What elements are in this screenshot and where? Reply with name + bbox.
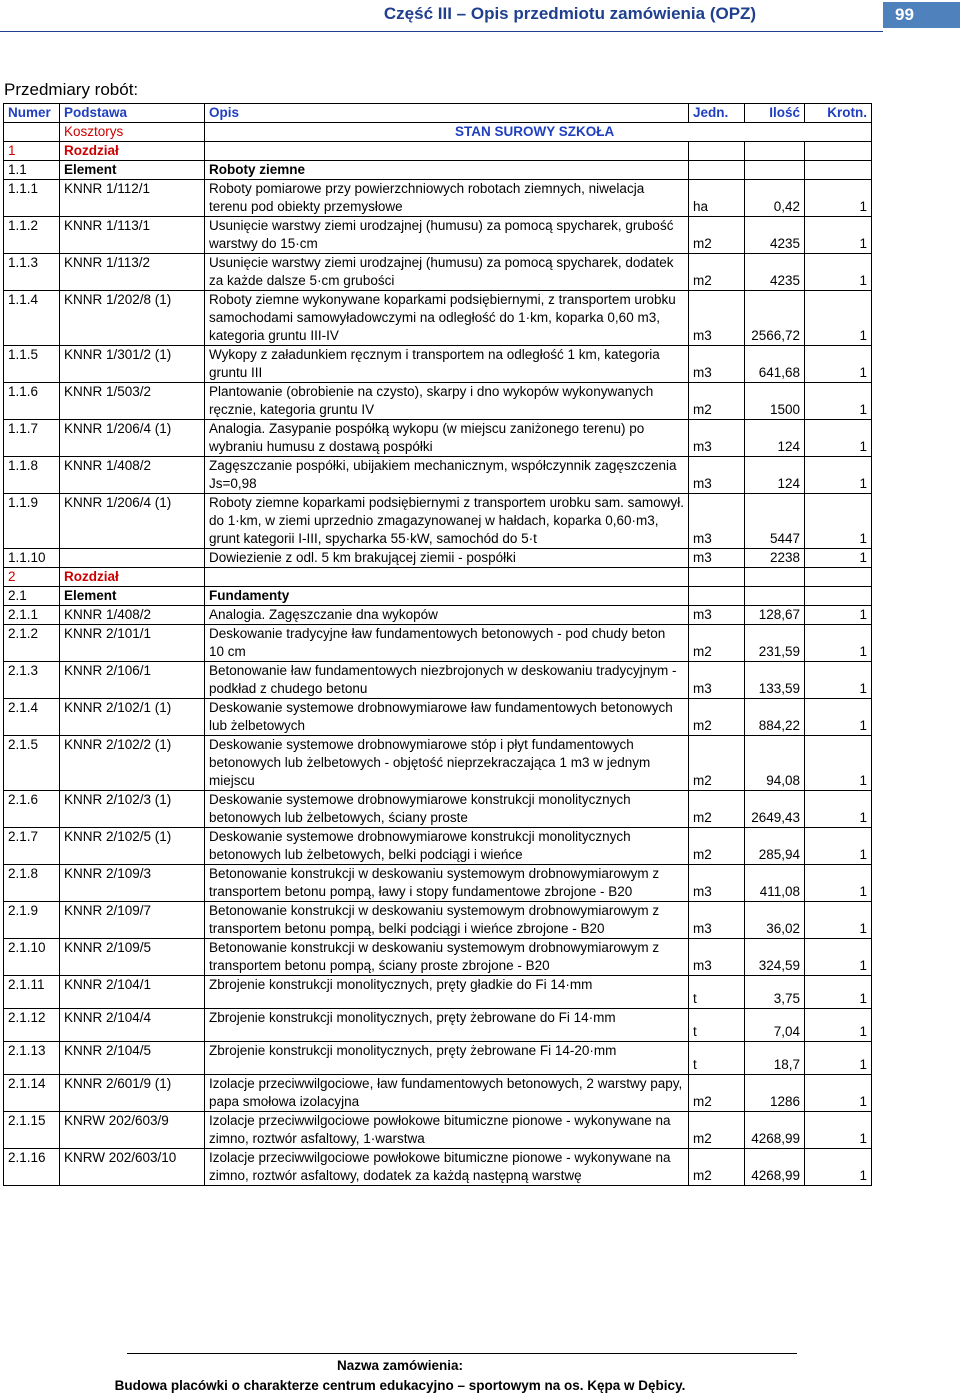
cell-multiplier: 1 bbox=[805, 976, 872, 1009]
cell-number: 2 bbox=[4, 568, 60, 587]
element-row bbox=[4, 587, 872, 606]
cell-multiplier: 1 bbox=[805, 180, 872, 217]
cell-number: 2.1.5 bbox=[4, 736, 60, 791]
rozdzial-row bbox=[4, 142, 872, 161]
cell-unit: m2 bbox=[689, 736, 745, 791]
page-number-badge: 99 bbox=[883, 2, 960, 28]
cell-unit: ha bbox=[689, 180, 745, 217]
table-row bbox=[4, 291, 872, 346]
cell-basis: KNNR 1/113/1 bbox=[60, 217, 205, 254]
cell-basis: KNNR 1/408/2 bbox=[60, 457, 205, 494]
cell-number: 2.1.1 bbox=[4, 606, 60, 625]
cell-basis: KNNR 2/109/3 bbox=[60, 865, 205, 902]
header-rule bbox=[0, 31, 883, 32]
table-row bbox=[4, 383, 872, 420]
cell-description: Usunięcie warstwy ziemi urodzajnej (humusu) za pomocą spycharek, grubość warstwy do 15·cm bbox=[205, 217, 689, 254]
kosztorys-name: STAN SUROWY SZKOŁA bbox=[205, 123, 872, 142]
cell-description: Izolacje przeciwwilgociowe powłokowe bitumiczne pionowe - wykonywane na zimno, roztwór asfaltowy, dodatek za każdą następną warstwę bbox=[205, 1149, 689, 1186]
header-description: Opis bbox=[205, 104, 689, 123]
cell-basis: KNNR 2/106/1 bbox=[60, 662, 205, 699]
cell-unit: m2 bbox=[689, 254, 745, 291]
cell-multiplier: 1 bbox=[805, 217, 872, 254]
cell-basis: KNNR 1/301/2 (1) bbox=[60, 346, 205, 383]
cell-basis: KNNR 2/102/5 (1) bbox=[60, 828, 205, 865]
cell-basis: KNNR 2/601/9 (1) bbox=[60, 1075, 205, 1112]
cell-number: 2.1.14 bbox=[4, 1075, 60, 1112]
cell-description: Zagęszczanie pospółki, ubijakiem mechanicznym, współczynnik zagęszczenia Js=0,98 bbox=[205, 457, 689, 494]
cell-unit bbox=[689, 142, 745, 161]
cost-estimate-table bbox=[3, 103, 872, 1186]
cell-number: 1.1.6 bbox=[4, 383, 60, 420]
table-row bbox=[4, 625, 872, 662]
cell-basis: KNNR 1/206/4 (1) bbox=[60, 420, 205, 457]
cell-description: Deskowanie systemowe drobnowymiarowe konstrukcji monolitycznych betonowych lub żelbetowych, ściany proste bbox=[205, 791, 689, 828]
cell-multiplier bbox=[805, 587, 872, 606]
cell-quantity: 94,08 bbox=[745, 736, 805, 791]
table-row bbox=[4, 217, 872, 254]
table-row bbox=[4, 1075, 872, 1112]
cell-description: Betonowanie ław fundamentowych niezbrojonych w deskowaniu tradycyjnym - podkład z chudego betonu bbox=[205, 662, 689, 699]
cell-quantity: 128,67 bbox=[745, 606, 805, 625]
cell-unit: m2 bbox=[689, 1075, 745, 1112]
cell-basis: KNNR 2/102/2 (1) bbox=[60, 736, 205, 791]
cell-number: 2.1.16 bbox=[4, 1149, 60, 1186]
cell-basis: KNNR 1/408/2 bbox=[60, 606, 205, 625]
cell-quantity: 4268,99 bbox=[745, 1112, 805, 1149]
cell-number: 1.1.9 bbox=[4, 494, 60, 549]
cell-number: 2.1.10 bbox=[4, 939, 60, 976]
cell-quantity: 641,68 bbox=[745, 346, 805, 383]
cell-multiplier: 1 bbox=[805, 1075, 872, 1112]
cell-unit: m3 bbox=[689, 662, 745, 699]
cell-number: 2.1.9 bbox=[4, 902, 60, 939]
cell-multiplier: 1 bbox=[805, 662, 872, 699]
header-unit: Jedn. bbox=[689, 104, 745, 123]
cell-description: Usunięcie warstwy ziemi urodzajnej (humusu) za pomocą spycharek, dodatek za każde dalsze 5·cm grubości bbox=[205, 254, 689, 291]
cell-number: 1.1.4 bbox=[4, 291, 60, 346]
cell-description: Analogia. Zagęszczanie dna wykopów bbox=[205, 606, 689, 625]
cell-unit: t bbox=[689, 1009, 745, 1042]
cell-unit: m3 bbox=[689, 457, 745, 494]
table-row bbox=[4, 902, 872, 939]
cell-number: 1.1.1 bbox=[4, 180, 60, 217]
cell-description: Dowiezienie z odl. 5 km brakującej ziemii - pospółki bbox=[205, 549, 689, 568]
table-row bbox=[4, 1009, 872, 1042]
header-multiplier: Krotn. bbox=[805, 104, 872, 123]
cell-quantity: 1500 bbox=[745, 383, 805, 420]
cell-number: 2.1.12 bbox=[4, 1009, 60, 1042]
cell-description: Izolacje przeciwwilgociowe, ław fundamentowych betonowych, 2 warstwy papy, papa smołowa izolacyjna bbox=[205, 1075, 689, 1112]
table-row bbox=[4, 865, 872, 902]
cell-quantity: 4268,99 bbox=[745, 1149, 805, 1186]
cell-multiplier: 1 bbox=[805, 1042, 872, 1075]
cell-basis: KNNR 2/109/5 bbox=[60, 939, 205, 976]
cell-number: 1.1.5 bbox=[4, 346, 60, 383]
cell-number: 2.1.15 bbox=[4, 1112, 60, 1149]
cell-multiplier: 1 bbox=[805, 902, 872, 939]
cell-multiplier: 1 bbox=[805, 420, 872, 457]
table-row bbox=[4, 346, 872, 383]
cell-quantity: 411,08 bbox=[745, 865, 805, 902]
cell-quantity: 133,59 bbox=[745, 662, 805, 699]
table-row bbox=[4, 254, 872, 291]
cell-unit: m2 bbox=[689, 699, 745, 736]
cell-quantity: 884,22 bbox=[745, 699, 805, 736]
cell-basis: KNNR 2/109/7 bbox=[60, 902, 205, 939]
cell-multiplier: 1 bbox=[805, 699, 872, 736]
table-row bbox=[4, 494, 872, 549]
table-row bbox=[4, 736, 872, 791]
header-number: Numer bbox=[4, 104, 60, 123]
cell-description: Deskowanie tradycyjne ław fundamentowych betonowych - pod chudy beton 10 cm bbox=[205, 625, 689, 662]
cell-basis: Element bbox=[60, 161, 205, 180]
cell-description: Deskowanie systemowe drobnowymiarowe ław fundamentowych betonowych lub żelbetowych bbox=[205, 699, 689, 736]
cell-quantity: 124 bbox=[745, 420, 805, 457]
cell-quantity: 3,75 bbox=[745, 976, 805, 1009]
cell-description: Deskowanie systemowe drobnowymiarowe stóp i płyt fundamentowych betonowych lub żelbetowych - objętość nieprzekraczająca 1 m3 w jednym miejscu bbox=[205, 736, 689, 791]
cell-unit: m2 bbox=[689, 1112, 745, 1149]
cell-number: 1.1.7 bbox=[4, 420, 60, 457]
cell-multiplier: 1 bbox=[805, 865, 872, 902]
cell-description bbox=[205, 142, 689, 161]
cell-quantity bbox=[745, 568, 805, 587]
cell-multiplier: 1 bbox=[805, 1112, 872, 1149]
cell-quantity: 18,7 bbox=[745, 1042, 805, 1075]
cell-multiplier: 1 bbox=[805, 549, 872, 568]
table-row bbox=[4, 976, 872, 1009]
table-header-row bbox=[4, 104, 872, 123]
cell-description: Betonowanie konstrukcji w deskowaniu systemowym drobnowymiarowym z transportem betonu pompą, belki podciągi i wieńce zbrojone - B20 bbox=[205, 902, 689, 939]
cell-number: 1.1.2 bbox=[4, 217, 60, 254]
cell-basis: KNNR 1/113/2 bbox=[60, 254, 205, 291]
cell-quantity: 36,02 bbox=[745, 902, 805, 939]
table-row bbox=[4, 791, 872, 828]
table-row bbox=[4, 699, 872, 736]
table-row bbox=[4, 420, 872, 457]
cell-number: 1 bbox=[4, 142, 60, 161]
cell-multiplier: 1 bbox=[805, 457, 872, 494]
cell-number: 2.1.3 bbox=[4, 662, 60, 699]
cell-number: 2.1.2 bbox=[4, 625, 60, 662]
cell-description: Zbrojenie konstrukcji monolitycznych, pręty żebrowane Fi 14-20·mm bbox=[205, 1042, 689, 1075]
cell-basis: KNNR 1/503/2 bbox=[60, 383, 205, 420]
cell-number: 2.1.11 bbox=[4, 976, 60, 1009]
cell-multiplier: 1 bbox=[805, 346, 872, 383]
cell-quantity: 5447 bbox=[745, 494, 805, 549]
table-row bbox=[4, 828, 872, 865]
cell-unit: m2 bbox=[689, 625, 745, 662]
cell-multiplier: 1 bbox=[805, 1009, 872, 1042]
cell-basis: KNNR 1/202/8 (1) bbox=[60, 291, 205, 346]
cell-multiplier: 1 bbox=[805, 494, 872, 549]
cell-unit: m2 bbox=[689, 217, 745, 254]
cell-description: Zbrojenie konstrukcji monolitycznych, pręty gładkie do Fi 14·mm bbox=[205, 976, 689, 1009]
table-row bbox=[4, 939, 872, 976]
cell-unit: m3 bbox=[689, 606, 745, 625]
rozdzial-row bbox=[4, 568, 872, 587]
header-quantity: Ilość bbox=[745, 104, 805, 123]
cell-unit: m2 bbox=[689, 383, 745, 420]
cell-description: Betonowanie konstrukcji w deskowaniu systemowym drobnowymiarowym z transportem betonu pompą, ściany proste zbrojone - B20 bbox=[205, 939, 689, 976]
cell-multiplier bbox=[805, 142, 872, 161]
cell-number: 1.1.8 bbox=[4, 457, 60, 494]
cell-description: Zbrojenie konstrukcji monolitycznych, pręty żebrowane do Fi 14·mm bbox=[205, 1009, 689, 1042]
cell-quantity: 124 bbox=[745, 457, 805, 494]
table-row bbox=[4, 180, 872, 217]
cell-number: 2.1.13 bbox=[4, 1042, 60, 1075]
kosztorys-label: Kosztorys bbox=[60, 123, 205, 142]
cell-multiplier: 1 bbox=[805, 291, 872, 346]
cell-quantity: 2238 bbox=[745, 549, 805, 568]
cell-description: Fundamenty bbox=[205, 587, 689, 606]
cell-multiplier bbox=[805, 161, 872, 180]
cell-basis: KNNR 1/206/4 (1) bbox=[60, 494, 205, 549]
cell-unit: m3 bbox=[689, 865, 745, 902]
cell-unit: m2 bbox=[689, 791, 745, 828]
cell-unit: t bbox=[689, 1042, 745, 1075]
cell-number: 2.1.6 bbox=[4, 791, 60, 828]
cell-quantity: 2566,72 bbox=[745, 291, 805, 346]
cell-multiplier: 1 bbox=[805, 1149, 872, 1186]
cell-multiplier: 1 bbox=[805, 383, 872, 420]
cell-number: 2.1.7 bbox=[4, 828, 60, 865]
cell-unit: m2 bbox=[689, 828, 745, 865]
cell-unit: m3 bbox=[689, 939, 745, 976]
cell-description: Betonowanie konstrukcji w deskowaniu systemowym drobnowymiarowym z transportem betonu pompą, ławy i stopy fundamentowe zbrojone - B20 bbox=[205, 865, 689, 902]
cell-basis: KNNR 2/104/4 bbox=[60, 1009, 205, 1042]
cell-quantity: 285,94 bbox=[745, 828, 805, 865]
cell-basis: KNNR 2/104/5 bbox=[60, 1042, 205, 1075]
table-row bbox=[4, 606, 872, 625]
cell-unit: m3 bbox=[689, 494, 745, 549]
kosztorys-row bbox=[4, 123, 872, 142]
cell-multiplier: 1 bbox=[805, 254, 872, 291]
cell-basis: KNNR 1/112/1 bbox=[60, 180, 205, 217]
cell-description: Roboty ziemne bbox=[205, 161, 689, 180]
cell-basis: KNNR 2/104/1 bbox=[60, 976, 205, 1009]
cell-description bbox=[205, 568, 689, 587]
cell-unit bbox=[689, 568, 745, 587]
cell-number: 1.1.10 bbox=[4, 549, 60, 568]
cell-description: Roboty ziemne wykonywane koparkami podsiębiernymi, z transportem urobku samochodami samowyładowczymi na odległość do 1·km, koparka 0,60 m3, kategoria gruntu III-IV bbox=[205, 291, 689, 346]
cell-unit: m3 bbox=[689, 549, 745, 568]
cell-multiplier: 1 bbox=[805, 791, 872, 828]
cell-basis: KNNR 2/102/3 (1) bbox=[60, 791, 205, 828]
cell-description: Roboty pomiarowe przy powierzchniowych robotach ziemnych, niwelacja terenu pod obiekty przemysłowe bbox=[205, 180, 689, 217]
cell-number: 1.1.3 bbox=[4, 254, 60, 291]
cell-quantity: 4235 bbox=[745, 217, 805, 254]
footer-rule bbox=[127, 1353, 797, 1354]
table-row bbox=[4, 457, 872, 494]
cell-description: Izolacje przeciwwilgociowe powłokowe bitumiczne pionowe - wykonywane na zimno, roztwór asfaltowy, 1·warstwa bbox=[205, 1112, 689, 1149]
cell-quantity: 4235 bbox=[745, 254, 805, 291]
footer-project-name: Budowa placówki o charakterze centrum edukacyjno – sportowym na os. Kępa w Dębicy. bbox=[114, 1378, 686, 1393]
cell-multiplier: 1 bbox=[805, 625, 872, 662]
cell-basis: Rozdział bbox=[60, 568, 205, 587]
cell-quantity: 7,04 bbox=[745, 1009, 805, 1042]
table-row bbox=[4, 1149, 872, 1186]
cell-quantity bbox=[745, 161, 805, 180]
cell-unit: m3 bbox=[689, 902, 745, 939]
cell-quantity: 2649,43 bbox=[745, 791, 805, 828]
cell-number: 2.1.8 bbox=[4, 865, 60, 902]
cell-basis: KNRW 202/603/9 bbox=[60, 1112, 205, 1149]
cell-unit: t bbox=[689, 976, 745, 1009]
cell-multiplier: 1 bbox=[805, 606, 872, 625]
table-row bbox=[4, 662, 872, 699]
cell-unit: m2 bbox=[689, 1149, 745, 1186]
cell-number: 1.1 bbox=[4, 161, 60, 180]
table-row bbox=[4, 549, 872, 568]
cell-description: Roboty ziemne koparkami podsiębiernymi z transportem urobku sam. samowył. do 1·km, w ziemi uprzednio zmagazynowanej w hałdach, koparka 0,60·m3, grunt kategorii I-III, spycharka 55·kW, samochód do 5·t bbox=[205, 494, 689, 549]
cell-quantity bbox=[745, 142, 805, 161]
cell-number: 2.1 bbox=[4, 587, 60, 606]
cell-multiplier: 1 bbox=[805, 828, 872, 865]
cell-description: Wykopy z załadunkiem ręcznym i transportem na odległość 1 km, kategoria gruntu III bbox=[205, 346, 689, 383]
element-row bbox=[4, 161, 872, 180]
cell-number: 2.1.4 bbox=[4, 699, 60, 736]
footer-label: Nazwa zamówienia: bbox=[336, 1358, 464, 1373]
cell-quantity: 0,42 bbox=[745, 180, 805, 217]
cell-quantity: 324,59 bbox=[745, 939, 805, 976]
cell-quantity: 231,59 bbox=[745, 625, 805, 662]
document-header-title: Część III – Opis przedmiotu zamówienia (OPZ) bbox=[383, 4, 757, 23]
cell-basis: KNNR 2/101/1 bbox=[60, 625, 205, 662]
cell-multiplier: 1 bbox=[805, 939, 872, 976]
cell-basis: Rozdział bbox=[60, 142, 205, 161]
cell-multiplier bbox=[805, 568, 872, 587]
cell-quantity: 1286 bbox=[745, 1075, 805, 1112]
cell-unit: m3 bbox=[689, 346, 745, 383]
cell-multiplier: 1 bbox=[805, 736, 872, 791]
table-row bbox=[4, 1112, 872, 1149]
cell-description: Deskowanie systemowe drobnowymiarowe konstrukcji monolitycznych betonowych lub żelbetowych, belki podciągi i wieńce bbox=[205, 828, 689, 865]
cell-unit: m3 bbox=[689, 420, 745, 457]
cell-description: Analogia. Zasypanie pospółką wykopu (w miejscu zaniżonego terenu) po wybraniu humusu z dostawą pospółki bbox=[205, 420, 689, 457]
cell-basis: Element bbox=[60, 587, 205, 606]
cell-basis: KNRW 202/603/10 bbox=[60, 1149, 205, 1186]
cell-unit: m3 bbox=[689, 291, 745, 346]
cell-basis: KNNR 2/102/1 (1) bbox=[60, 699, 205, 736]
cell-unit bbox=[689, 161, 745, 180]
table-row bbox=[4, 1042, 872, 1075]
section-title: Przedmiary robót: bbox=[4, 80, 139, 99]
cell-unit bbox=[689, 587, 745, 606]
cell-quantity bbox=[745, 587, 805, 606]
header-basis: Podstawa bbox=[60, 104, 205, 123]
cell-basis bbox=[60, 549, 205, 568]
cell-description: Plantowanie (obrobienie na czysto), skarpy i dno wykopów wykonywanych ręcznie, kategoria gruntu IV bbox=[205, 383, 689, 420]
